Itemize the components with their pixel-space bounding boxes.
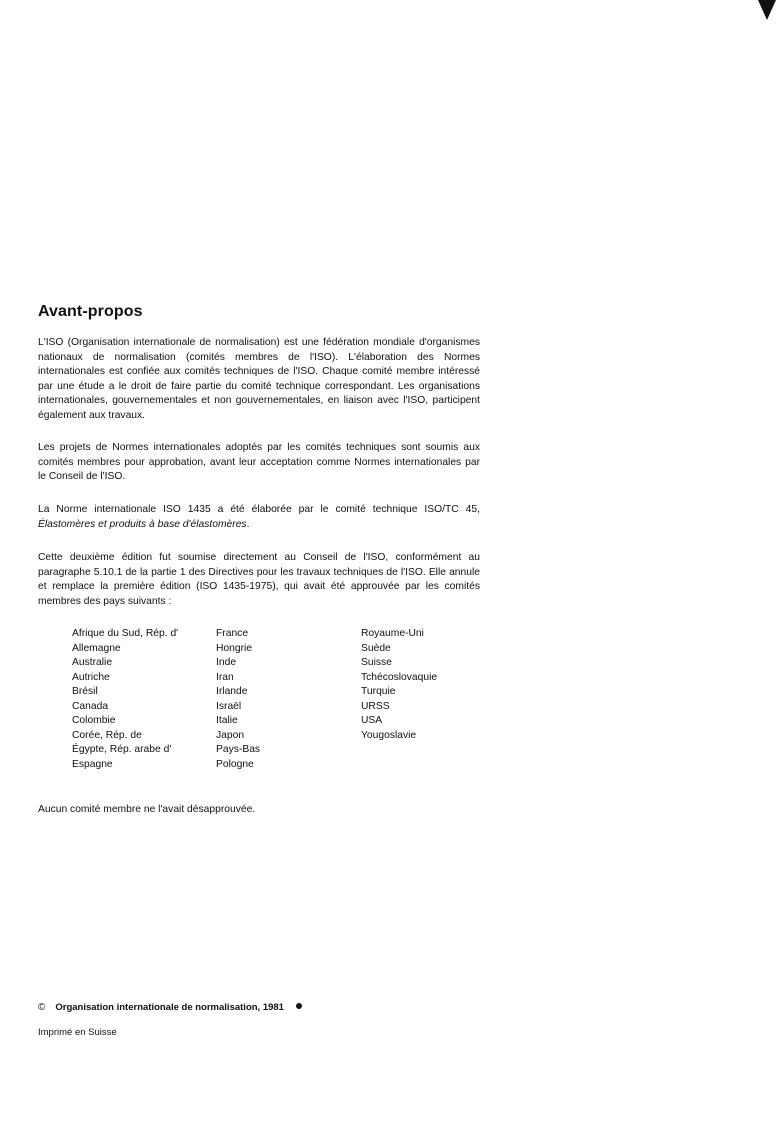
- country-item: Turquie: [361, 686, 396, 697]
- country-item: Hongrie: [216, 642, 253, 654]
- paragraph-end: .: [246, 518, 250, 530]
- page-title: Avant-propos: [38, 303, 143, 320]
- country-item: Colombie: [72, 715, 116, 726]
- country-item: Suisse: [361, 657, 392, 668]
- country-item: Égypte, Rép. arabe d': [72, 744, 172, 755]
- country-item: Brésil: [72, 686, 98, 697]
- country-item: Pologne: [216, 758, 254, 770]
- country-item: Irlande: [216, 686, 248, 697]
- bullet-icon: [296, 1003, 302, 1009]
- country-item: Inde: [216, 657, 237, 668]
- paragraph-approval: [38, 441, 480, 485]
- country-item: Yougoslavie: [361, 729, 417, 741]
- corner-mark-icon: [758, 0, 776, 20]
- country-item: Iran: [216, 671, 234, 683]
- country-item: Tchécoslovaquie: [361, 671, 438, 683]
- country-item: Italie: [216, 715, 238, 726]
- copyright-text: Organisation internationale de normalisation, 1981: [55, 1002, 284, 1013]
- country-item: Autriche: [72, 671, 110, 683]
- country-item: France: [216, 628, 249, 639]
- no-objection-statement: Aucun comité membre ne l'avait désapprouvée.: [38, 804, 256, 815]
- paragraph-edition: [38, 551, 480, 609]
- paragraph-standard-origin: [38, 503, 480, 532]
- copyright-icon: ©: [38, 1002, 46, 1013]
- country-item: Japon: [216, 729, 245, 741]
- committee-title: Élastomères et produits à base d'élastomères: [38, 518, 247, 530]
- country-item: Pays-Bas: [216, 744, 261, 755]
- copyright-line: [38, 1002, 302, 1013]
- printed-in-note: Imprimé en Suisse: [38, 1027, 117, 1038]
- country-item: USA: [361, 715, 383, 726]
- countries-column-2: [216, 627, 356, 772]
- country-item: Suède: [361, 642, 391, 654]
- country-item: Canada: [72, 700, 109, 712]
- paragraph-text-main: La Norme internationale ISO 1435 a été élaborée par le comité technique ISO/TC 45,: [38, 504, 480, 515]
- countries-column-1: [72, 627, 212, 772]
- paragraph-text: Les projets de Normes internationales adoptés par les comités techniques sont soumis aux comités membres pour approbation, avant leur acceptation comme Normes internationales par le Conseil de l'ISO.: [38, 442, 480, 482]
- paragraph-text: L'ISO (Organisation internationale de normalisation) est une fédération mondiale d'organismes nationaux de normalisation (comités membres de l'ISO). L'élaboration des Normes internationales est confiée aux comités techniques de l'ISO. Chaque comité membre intéressé par une étude a le droit de faire partie du comité technique correspondant. Les organisations internationales, gouvernementales et non gouvernementales, en liaison avec l'ISO, participent également aux travaux.: [38, 337, 480, 421]
- paragraph-iso-intro: [38, 336, 480, 423]
- country-item: Espagne: [72, 758, 113, 770]
- paragraph-text: [38, 503, 480, 532]
- country-item: Royaume-Uni: [361, 628, 424, 639]
- country-item: Australie: [72, 657, 113, 668]
- country-item: URSS: [361, 700, 390, 712]
- country-item: Corée, Rép. de: [72, 729, 142, 741]
- paragraph-text: Cette deuxième édition fut soumise directement au Conseil de l'ISO, conformément au paragraphe 5.10.1 de la partie 1 des Directives pour les travaux techniques de l'ISO. Elle annule et remplace la première édition (ISO 1435-1975), qui avait été approuvée par les comités membres des pays suivants :: [38, 552, 480, 607]
- country-item: Israël: [216, 700, 242, 712]
- country-item: Allemagne: [72, 642, 121, 654]
- country-item: Afrique du Sud, Rép. d': [72, 628, 179, 639]
- countries-column-3: [361, 627, 501, 743]
